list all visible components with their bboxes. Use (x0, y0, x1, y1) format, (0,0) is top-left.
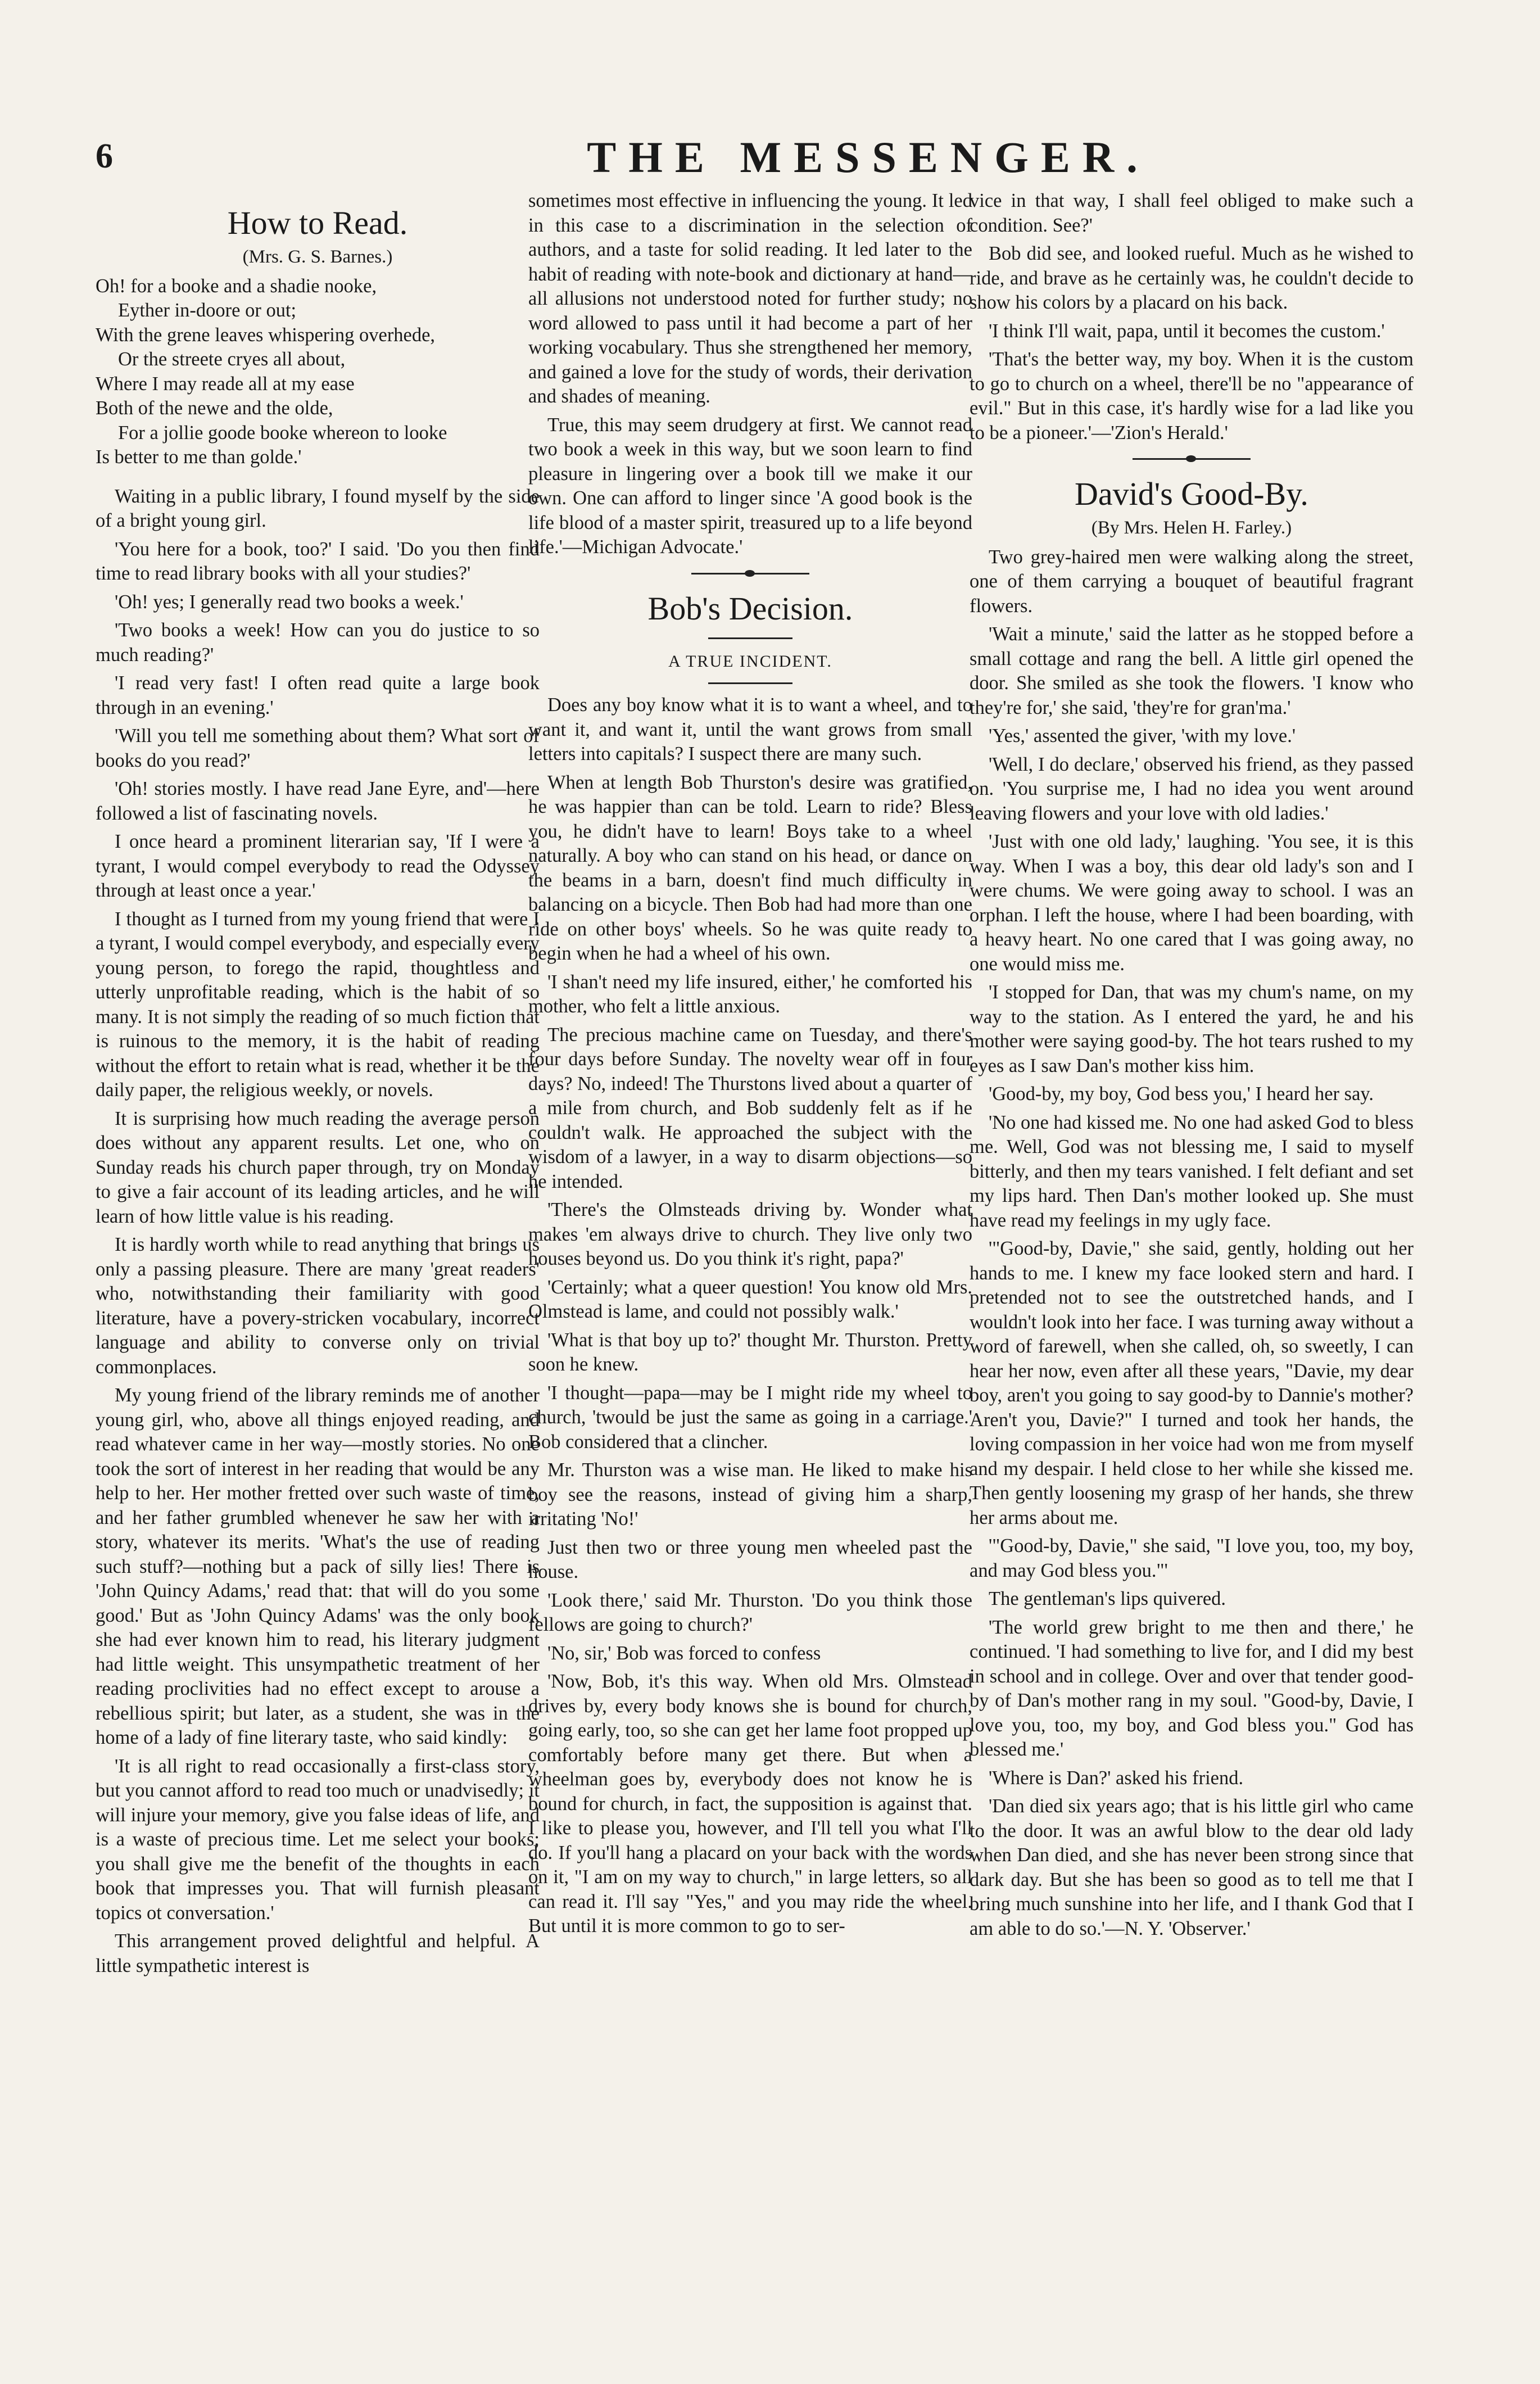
poem-line: Both of the newe and the olde, (96, 397, 333, 419)
article-byline: (Mrs. G. S. Barnes.) (242, 247, 393, 267)
paragraph: 'Just with one old lady,' laughing. 'You see, it is this way. When I was a boy, this dear old lady's son and I were chums. We were going away to school. I was an orphan. I left the house, where I had been boarding, with a heavy heart. No one cared that I was going away, no one would miss me. (970, 831, 1414, 975)
paragraph: 'Oh! yes; I generally read two books a week.' (115, 591, 464, 613)
subhead-rule (708, 682, 792, 684)
paragraph: 'I stopped for Dan, that was my chum's name, on my way to the station. As I entered the yard, he and his mother were saying good-by. The hot tears rushed to my eyes as I saw Dan's mother kiss him. (970, 981, 1414, 1076)
page-number: 6 (96, 137, 113, 175)
paragraph: It is hardly worth while to read anything that brings us only a passing pleasure. There are many 'great readers' who, notwithstanding their familiarity with good literature, have a povery-stricken vocabulary, incorrect language and ability to converse only on trivial commonplaces. (96, 1234, 540, 1378)
paragraph: 'I shan't need my life insured, either,' he comforted his mother, who felt a little anxious. (528, 971, 972, 1017)
column-3 (970, 189, 1414, 1945)
paragraph: 'Two books a week! How can you do justice to so much reading?' (96, 619, 540, 666)
paragraph: 'I thought—papa—may be I might ride my wheel to church, 'twould be just the same as going in a carriage.' Bob considered that a clincher. (528, 1382, 972, 1453)
poem-line: Where I may reade all at my ease (96, 373, 355, 395)
headline-rule (708, 637, 792, 639)
paragraph: Waiting in a public library, I found myself by the side of a bright young girl. (96, 485, 540, 531)
paragraph: 'Where is Dan?' asked his friend. (989, 1767, 1244, 1789)
poem-line: Eyther in-doore or out; (118, 300, 297, 321)
paragraph: This arrangement proved delightful and helpful. A little sympathetic interest is (96, 1930, 540, 1976)
paragraph: 'That's the better way, my boy. When it is the custom to go to church on a wheel, there'll be no "appearance of evil." But in this case, it's hardly wise for a lad like you to be a pioneer.'—'Zion's Herald.' (970, 349, 1414, 444)
paragraph: I once heard a prominent literarian say, 'If I were a tyrant, I would compel everybody to read the Odyssey through at least once a year.' (96, 831, 540, 901)
paragraph: 'I think I'll wait, papa, until it becomes the custom.' (989, 320, 1385, 342)
paragraph: 'Now, Bob, it's this way. When old Mrs. Olmstead drives by, every body knows she is bound for church, going early, too, so she can get her lame foot propped up comfortably before many get there. But when a wheelman goes by, everybody does not know he is bound for church, in fact, the supposition is against that. I like to please you, however, and I'll tell you what I'll do. If you'll hang a placard on your back with the words on it, "I am on my way to church," in large letters, so all can read it. I'll say "Yes," and you may ride the wheel. But until it is more common to go to ser- (528, 1671, 972, 1937)
paragraph: The gentleman's lips quivered. (989, 1588, 1226, 1609)
poem-line: For a jollie goode booke whereon to looke (118, 422, 447, 444)
paragraph: 'No, sir,' Bob was forced to confess (547, 1642, 821, 1664)
paragraph: 'Good-by, my boy, God bess you,' I heard her say. (989, 1083, 1374, 1105)
column-1 (96, 197, 540, 1982)
paragraph: The precious machine came on Tuesday, and there's four days before Sunday. The novelty wear off in four days? No, indeed! The Thurstons lived about a quarter of a mile from church, and Bob suddenly felt as if he couldn't walk. He approached the subject with the wisdom of a lawyer, in a way to disarm objections—so he intended. (528, 1024, 972, 1192)
newspaper-title: THE MESSENGER. (587, 133, 1150, 182)
paragraph: '"Good-by, Davie," she said, gently, holding out her hands to me. I knew my face looked stern and hard. I pretended not to see the outstretched hands, and I wouldn't look into her face. I was turning away without a word of farewell, when she called, oh, so sweetly, I can hear her now, even after all these years, "Davie, my dear boy, aren't you going to say good-by to Dannie's mother? Aren't you, Davie?" I turned and took her hands, the loving compassion in her voice had won me from myself and my despair. I held close to her while she kissed me. Then gently loosening my grasp of her hands, she threw her arms about me. (970, 1238, 1414, 1528)
article-byline: (By Mrs. Helen H. Farley.) (1091, 518, 1292, 538)
paragraph: 'What is that boy up to?' thought Mr. Thurston. Pretty soon he knew. (528, 1329, 972, 1375)
paragraph: '"Good-by, Davie," she said, "I love you, too, my boy, and may God bless you."' (970, 1535, 1414, 1581)
paragraph: 'No one had kissed me. No one had asked God to bless me. Well, God was not blessing me, I said to myself bitterly, and then my tears vanished. I felt defiant and set my lips hard. Then Dan's mother looked up. She must have read my feelings in my ugly face. (970, 1111, 1414, 1231)
article-headline: Bob's Decision. (647, 590, 853, 627)
section-divider (691, 571, 809, 576)
paragraph: 'Well, I do declare,' observed his friend, as they passed on. 'You surprise me, I had no idea you went around leaving flowers and your love with old ladies.' (970, 753, 1414, 824)
paragraph: When at length Bob Thurston's desire was gratified, he was happier than can be told. Learn to ride? Bless you, he didn't have to learn! Boys take to a wheel naturally. A boy who can stand on his head, or dance on the beams in a barn, doesn't find much difficulty in balancing on a bicycle. Then Bob had had more than one ride on other boys' wheels. So he was quite ready to begin when he had a wheel of his own. (528, 771, 972, 964)
section-divider (1133, 456, 1251, 461)
paragraph: 'Will you tell me something about them? What sort of books do you read?' (96, 725, 540, 771)
poem-line: Or the streete cryes all about, (118, 349, 346, 370)
paragraph: True, this may seem drudgery at first. We cannot read two book a week in this way, but we soon learn to find pleasure in lingering over a book till we make it our own. One can afford to linger since 'A good book is the life blood of a master spirit, treasured up to a life beyond life.'—Michigan Advocate.' (528, 414, 972, 558)
paragraph: 'You here for a book, too?' I said. 'Do you then find time to read library books with all your studies?' (96, 538, 540, 584)
paragraph: Bob did see, and looked rueful. Much as he wished to ride, and brave as he certainly was, he couldn't decide to show his colors by a placard on his back. (970, 243, 1414, 313)
article-headline: David's Good-By. (1075, 476, 1308, 512)
paragraph: vice in that way, I shall feel obliged to make such a condition. See?' (970, 190, 1414, 236)
paragraph: 'Yes,' assented the giver, 'with my love.' (989, 725, 1296, 747)
paragraph: Two grey-haired men were walking along the street, one of them carrying a bouquet of beautiful fragrant flowers. (970, 546, 1414, 617)
paragraph: Just then two or three young men wheeled past the house. (528, 1536, 972, 1582)
paragraph: 'Certainly; what a queer question! You know old Mrs. Olmstead is lame, and could not possibly walk.' (528, 1276, 972, 1322)
paragraph: My young friend of the library reminds me of another young girl, who, above all things enjoyed reading, and read whatever came in her way—mostly stories. No one took the sort of interest in her reading that would be any help to her. Her mother fretted over such waste of time, and her father grumbled whenever he saw her with a story, whatever its merits. 'What's the use of reading such stuff?—nothing but a pack of silly lies! There is 'John Quincy Adams,' read that: that will do you some good.' But as 'John Quincy Adams' was the only book she had ever known him to read, his literary judgment had little weight. This unsympathetic treatment of her reading proclivities had no effect except to arouse a rebellious spirit; but later, as a student, she was in the home of a lady of fine literary taste, who said kindly: (96, 1385, 540, 1748)
paragraph: Does any boy know what it is to want a wheel, and to want it, and want it, until the want grows from small letters into capitals? I suspect there are many such. (528, 694, 972, 764)
paragraph: 'Dan died six years ago; that is his little girl who came to the door. It was an awful blow to the dear old lady when Dan died, and she has never been strong since that dark day. But she has been so good as to tell me that I bring much sunshine into her life, and I thank God that I am able to do so.'—N. Y. 'Observer.' (970, 1795, 1414, 1939)
paragraph: 'It is all right to read occasionally a first-class story, but you cannot afford to read too much or unadvisedly; it will injure your memory, give you false ideas of life, and is a waste of precious time. Let me select your books; you shall give me the benefit of the thoughts in each book that impresses you. That will furnish pleasant topics ot conversation.' (96, 1755, 540, 1924)
poem-line: With the grene leaves whispering overhede, (96, 324, 436, 346)
poem-line: Is better to me than golde.' (96, 446, 302, 468)
paragraph: 'The world grew bright to me then and there,' he continued. 'I had something to live for, and I did my best in school and in college. Over and over that tender good-by of Dan's mother rang in my soul. "Good-by, Davie, I love you, too, my boy, and God bless you." God has blessed me.' (970, 1616, 1414, 1760)
masthead (96, 132, 1473, 194)
paragraph: Mr. Thurston was a wise man. He liked to make his boy see the reasons, instead of giving him a sharp, irritating 'No!' (528, 1459, 972, 1530)
poem (96, 274, 540, 470)
article-subhead: A TRUE INCIDENT. (668, 652, 832, 671)
paragraph: I thought as I turned from my young friend that were I a tyrant, I would compel everybody, and especially every young person, to forego the rapid, thoughtless and utterly unprofitable reading, which is the habit of so many. It is not simply the reading of so much fiction that is ruinous to the memory, it is the habit of reading without the effort to retain what is read, whether it be the daily paper, the religious weekly, or novels. (96, 908, 540, 1101)
paragraph: 'Look there,' said Mr. Thurston. 'Do you think those fellows are going to church?' (528, 1589, 972, 1635)
column-2 (528, 189, 972, 1943)
paragraph: 'Oh! stories mostly. I have read Jane Eyre, and'—here followed a list of fascinating novels. (96, 778, 540, 824)
poem-line: Oh! for a booke and a shadie nooke, (96, 275, 377, 297)
paragraph: 'There's the Olmsteads driving by. Wonder what makes 'em always drive to church. They live only two houses beyond us. Do you think it's right, papa?' (528, 1199, 972, 1269)
paragraph: It is surprising how much reading the average person does without any apparent results. Let one, who on Sunday reads his church paper through, try on Monday to give a fair account of its leading articles, and he will learn of how little value is his reading. (96, 1107, 540, 1227)
paragraph: 'I read very fast! I often read quite a large book through in an evening.' (96, 672, 540, 718)
article-headline: How to Read. (227, 205, 408, 241)
paragraph: sometimes most effective in influencing the young. It led in this case to a discrimination in the selection of authors, and a taste for solid reading. It led later to the habit of reading with note-book and dictionary at hand—all allusions not understood noted for further study; no word allowed to pass until it had become a part of her working vocabulary. Thus she strengthened her memory, and gained a love for the study of words, their derivation and shades of meaning. (528, 190, 972, 407)
paragraph: 'Wait a minute,' said the latter as he stopped before a small cottage and rang the bell. A little girl opened the door. She smiled as she took the flowers. 'I know who they're for,' she said, 'they're for gran'ma.' (970, 623, 1414, 718)
